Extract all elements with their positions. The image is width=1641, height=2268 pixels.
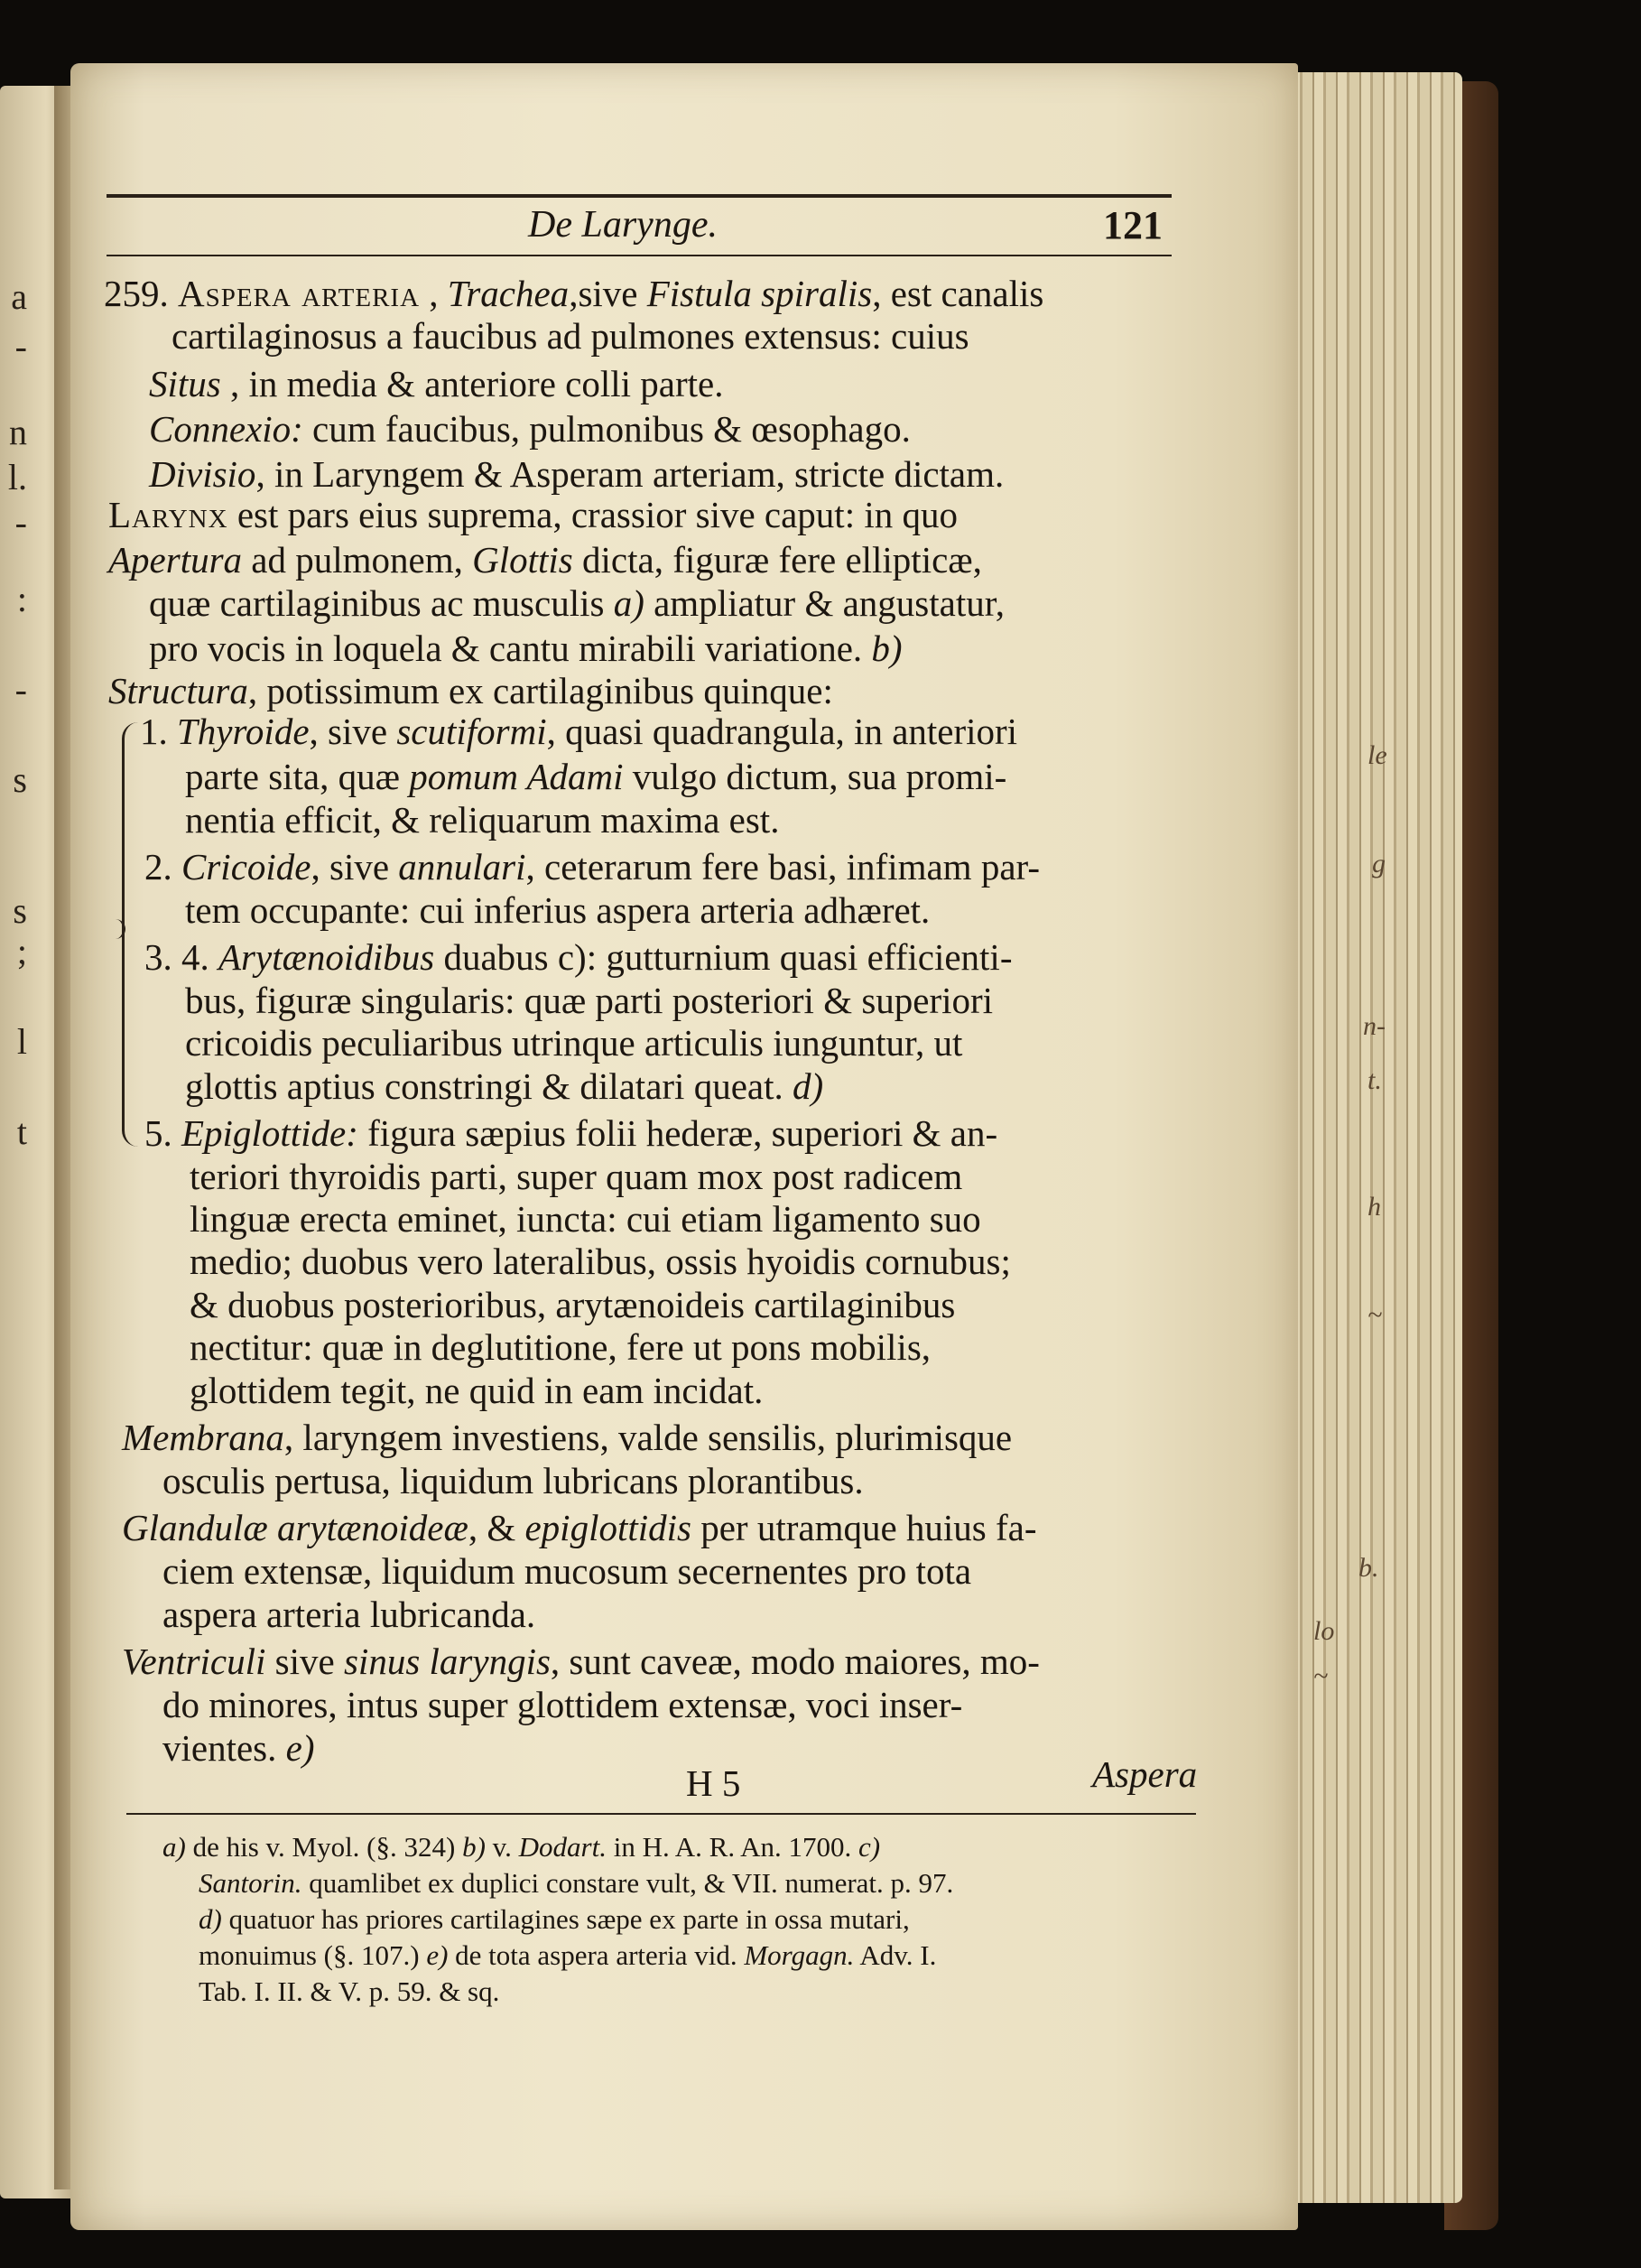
text-line: 2. Cricoide, sive annulari, ceterarum fere basi, infimam par-	[144, 846, 1041, 888]
text-line: parte sita, quæ pomum Adami vulgo dictum, sua promi-	[185, 756, 1007, 797]
text-line: pro vocis in loquela & cantu mirabili variatione. b)	[149, 627, 903, 669]
margin-note: n-	[1363, 1011, 1386, 1041]
text-line: cartilaginosus a faucibus ad pulmones extensus: cuius	[172, 315, 969, 357]
footnote-line: monuimus (§. 107.) e) de tota aspera arteria vid. Morgagn. Adv. I.	[199, 1939, 937, 1971]
left-page-fragment: -	[14, 502, 27, 543]
text-line: 1. Thyroide, sive scutiformi, quasi quadrangula, in anteriori	[140, 711, 1018, 752]
left-page-fragment: t	[16, 1111, 27, 1152]
text-line: quæ cartilaginibus ac musculis a) ampliatur & angustatur,	[149, 582, 1005, 624]
text-line: osculis pertusa, liquidum lubricans plorantibus.	[162, 1460, 864, 1501]
text-line: glottidem tegit, ne quid in eam incidat.	[190, 1370, 764, 1411]
text-line: cricoidis peculiaribus utrinque articulis iunguntur, ut	[185, 1022, 963, 1064]
text-line: bus, figuræ singularis: quæ parti posteriori & superiori	[185, 980, 994, 1021]
text-line: Membrana, laryngem investiens, valde sensilis, plurimisque	[122, 1417, 1013, 1458]
margin-note: ~	[1368, 1300, 1383, 1330]
text-line: nectitur: quæ in deglutitione, fere ut pons mobilis,	[190, 1326, 932, 1368]
margin-note: b.	[1358, 1553, 1379, 1583]
text-line: Situs , in media & anteriore colli parte.	[149, 363, 724, 404]
page-title: De Larynge.	[528, 204, 718, 246]
left-page-fragment: l	[16, 1021, 27, 1062]
footnote-line: d) quatuor has priores cartilagines sæpe ex parte in ossa mutari,	[199, 1903, 910, 1935]
left-page-fragment: s	[13, 759, 27, 800]
signature-mark: H 5	[686, 1762, 741, 1804]
left-page-fragment: s	[13, 890, 27, 931]
left-page-fragment: l.	[7, 457, 27, 497]
footnote-line: Tab. I. II. & V. p. 59. & sq.	[199, 1975, 500, 2007]
text-line: Apertura ad pulmonem, Glottis dicta, figuræ fere ellipticæ,	[108, 539, 982, 581]
text-line: Divisio, in Laryngem & Asperam arteriam, stricte dictam.	[149, 453, 1005, 495]
left-page-fragment: n	[9, 412, 27, 452]
page-edges-stack	[1291, 72, 1462, 2203]
catchword: Aspera	[1092, 1753, 1198, 1795]
text-line: Connexio: cum faucibus, pulmonibus & œsophago.	[149, 408, 911, 450]
text-line: Glandulæ arytænoideæ, & epiglottidis per utramque huius fa-	[122, 1507, 1037, 1548]
margin-note: ~	[1313, 1661, 1329, 1691]
margin-note: g	[1372, 849, 1386, 878]
margin-note: le	[1368, 740, 1387, 770]
page-number: 121	[1103, 203, 1163, 247]
margin-note: t.	[1368, 1065, 1382, 1095]
left-page-fragment: -	[14, 669, 27, 710]
cartilage-list-brace	[122, 722, 144, 1147]
footnote-rule	[126, 1813, 1196, 1815]
text-line: 3. 4. Arytænoidibus duabus c): gutturnium quasi efficienti-	[144, 936, 1013, 978]
text-line: Ventriculi sive sinus laryngis, sunt caveæ, modo maiores, mo-	[122, 1641, 1040, 1682]
text-line: medio; duobus vero lateralibus, ossis hyoidis cornubus;	[190, 1241, 1011, 1282]
text-line: aspera arteria lubricanda.	[162, 1594, 536, 1635]
text-line: tem occupante: cui inferius aspera arteria adhæret.	[185, 889, 931, 931]
text-line: do minores, intus super glottidem extensæ, voci inser-	[162, 1684, 963, 1725]
margin-note: lo	[1313, 1616, 1335, 1646]
text-line: Larynx est pars eius suprema, crassior sive caput: in quo	[108, 494, 958, 535]
text-line: & duobus posterioribus, arytænoideis cartilaginibus	[190, 1284, 956, 1325]
left-page-fragment: a	[11, 276, 27, 317]
text-line: teriori thyroidis parti, super quam mox post radicem	[190, 1156, 963, 1197]
left-page-fragment: ;	[16, 931, 27, 971]
footnote-line: a) de his v. Myol. (§. 324) b) v. Dodart. in H. A. R. An. 1700. c)	[162, 1831, 881, 1863]
text-line: 259. Aspera arteria , Trachea,sive Fistula spiralis, est canalis	[104, 273, 1044, 314]
left-page-fragment: -	[14, 326, 27, 367]
text-line: glottis aptius constringi & dilatari queat. d)	[185, 1065, 824, 1107]
text-line: linguæ erecta eminet, iuncta: cui etiam ligamento suo	[190, 1198, 981, 1240]
text-line: vientes. e)	[162, 1727, 315, 1769]
text-line: nentia efficit, & reliquarum maxima est.	[185, 799, 780, 841]
text-line: ciem extensæ, liquidum mucosum secernentes pro tota	[162, 1550, 972, 1592]
footnote-line: Santorin. quamlibet ex duplici constare vult, & VII. numerat. p. 97.	[199, 1867, 954, 1899]
text-line: Structura, potissimum ex cartilaginibus quinque:	[108, 670, 833, 711]
left-page-fragment: :	[16, 579, 27, 619]
text-line: 5. Epiglottide: figura sæpius folii hederæ, superiori & an-	[144, 1112, 998, 1154]
margin-note: h	[1368, 1192, 1381, 1222]
header-top-rule	[107, 194, 1172, 198]
header-bottom-rule	[107, 255, 1172, 256]
